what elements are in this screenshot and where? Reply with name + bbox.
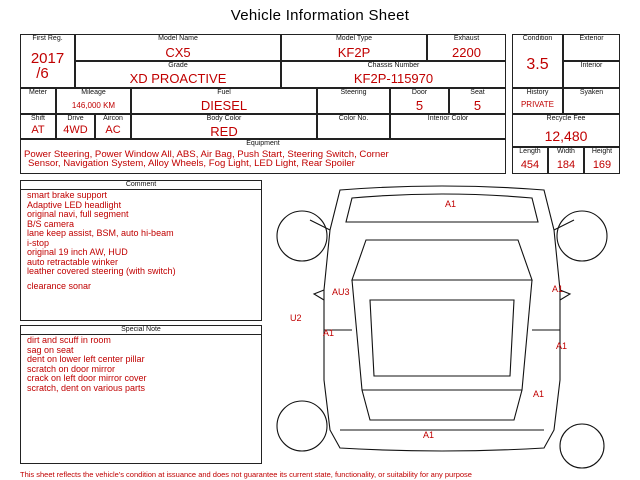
exhaust-label: Exhaust [453,35,480,42]
comment-line: smart brake support [27,190,108,200]
car-damage-diagram [270,180,620,470]
body-color-cell [131,114,317,139]
model-type-label: Model Type [335,35,373,42]
grade-cell [75,61,281,88]
interior-label: Interior [580,62,603,69]
seat-cell [449,88,506,114]
width-label: Width [557,148,575,155]
door-value: 5 [415,98,424,113]
special-note-line: sag on seat [27,344,74,355]
length-label: Length [519,148,541,155]
exhaust-value: 2200 [452,45,481,60]
aircon-value: AC [105,124,121,136]
mileage-label: Mileage [81,89,106,96]
damage-mark-right-rear: A1 [533,389,545,399]
model-type-value: KF2P [337,45,371,60]
comment-line: lane keep assist, BSM, auto hi-beam [27,228,174,238]
comment-line: i-stop [27,237,50,248]
model-name-value: CX5 [165,45,191,60]
damage-mark-left-front-fender: AU3 [332,287,350,297]
mileage-cell [56,88,131,114]
condition-label: Condition [522,35,553,42]
interior-cell [563,61,620,88]
history-value: PRIVATE [520,100,555,109]
length-cell [512,147,548,174]
model-name-label: Model Name [158,35,198,42]
meter-label: Meter [29,89,47,96]
damage-mark-right-door: A1 [556,341,568,351]
color-no-label: Color No. [338,115,369,122]
special-note-line: dent on lower left center pillar [27,354,145,364]
interior-color-cell [390,114,506,139]
syaken-cell [563,88,620,114]
recycle-fee-label: Recycle Fee [546,115,586,122]
steering-cell [317,88,390,114]
width-value: 184 [556,159,576,171]
equipment-line-1: Power Steering, Power Window All, ABS, Air Bag, Push Start, Steering Switch, Corner [24,149,389,160]
recycle-fee-cell [512,114,620,147]
comment-line: original 19 inch AW, HUD [27,247,128,257]
damage-mark-rear: A1 [423,430,435,440]
height-value: 169 [592,159,612,171]
special-note-line: dirt and scuff in room [27,335,111,345]
chassis-cell [281,61,506,88]
chassis-value: KF2P-115970 [353,71,434,86]
special-note-line: scratch on door mirror [27,363,116,374]
width-cell [548,147,584,174]
damage-mark-left-side: U2 [290,313,302,323]
syaken-label: Syaken [579,89,604,96]
equipment-cell [20,139,506,174]
first-reg-year: 2017 [30,50,65,67]
exhaust-cell [427,34,506,61]
exterior-cell [563,34,620,61]
wheel-front-left [277,211,327,261]
aircon-cell [95,114,131,139]
door-cell [390,88,449,114]
shift-cell [20,114,56,139]
car-body-outline [310,186,574,451]
history-label: History [526,89,549,96]
grade-label: Grade [168,62,188,69]
seat-value: 5 [473,98,482,113]
comment-line: original navi, full segment [27,209,129,219]
equipment-line-2: Sensor, Navigation System, Alloy Wheels, Fog Light, LED Light, Rear Spoiler [28,158,355,169]
body-color-label: Body Color [206,115,242,122]
drive-cell [56,114,95,139]
damage-mark-front: A1 [445,199,457,209]
mileage-value: 146,000 KM [71,101,116,110]
fuel-value: DIESEL [200,98,248,113]
first-reg-label: First Reg. [32,35,63,42]
wheel-rear-left [277,401,327,451]
seat-label: Seat [470,89,485,96]
door-label: Door [411,89,428,96]
first-reg-month: /6 [36,65,49,82]
drive-value: 4WD [63,124,88,136]
history-cell [512,88,563,114]
condition-value: 3.5 [526,56,549,73]
interior-color-label: Interior Color [427,115,469,122]
disclaimer-footer: This sheet reflects the vehicle's condition at issuance and does not guarantee its current state, functionality, or suitability for any purpose [20,470,472,479]
special-note-line: crack on left door mirror cover [27,373,147,383]
shift-label: Shift [30,115,45,122]
length-value: 454 [520,159,540,171]
comment-line: B/S camera [27,218,75,229]
damage-mark-right-front-fender: A1 [552,284,564,294]
comment-line: auto retractable winker [27,256,119,267]
special-note-line: scratch, dent on various parts [27,382,146,393]
aircon-label: Aircon [103,115,123,122]
height-cell [584,147,620,174]
height-label: Height [591,148,613,155]
chassis-label: Chassis Number [367,62,420,69]
comment-label: Comment [21,181,261,190]
exterior-label: Exterior [579,35,604,42]
model-name-cell [75,34,281,61]
comment-line: clearance sonar [27,280,92,291]
drive-label: Drive [67,115,84,122]
comment-box [20,180,262,321]
special-note-list [27,336,147,393]
damage-mark-left-door: A1 [323,328,335,338]
equipment-label: Equipment [246,140,280,147]
model-type-cell [281,34,427,61]
sheet-title: Vehicle Information Sheet [230,7,410,24]
comment-line: leather covered steering (with switch) [27,266,176,276]
comment-list [27,191,176,291]
first-reg-cell [20,34,75,88]
fuel-cell [131,88,317,114]
fuel-label: Fuel [217,89,231,96]
condition-cell [512,34,563,88]
wheel-front-right [557,211,607,261]
special-note-label: Special Note [21,326,261,335]
special-note-box [20,325,262,464]
color-no-cell [317,114,390,139]
comment-line: Adaptive LED headlight [27,199,122,210]
recycle-fee-value: 12,480 [544,128,588,144]
body-color-value: RED [210,124,238,139]
grade-value: XD PROACTIVE [129,71,227,86]
meter-cell [20,88,56,114]
shift-value: AT [31,124,45,136]
wheel-rear-right [560,424,604,468]
steering-label: Steering [340,89,367,96]
